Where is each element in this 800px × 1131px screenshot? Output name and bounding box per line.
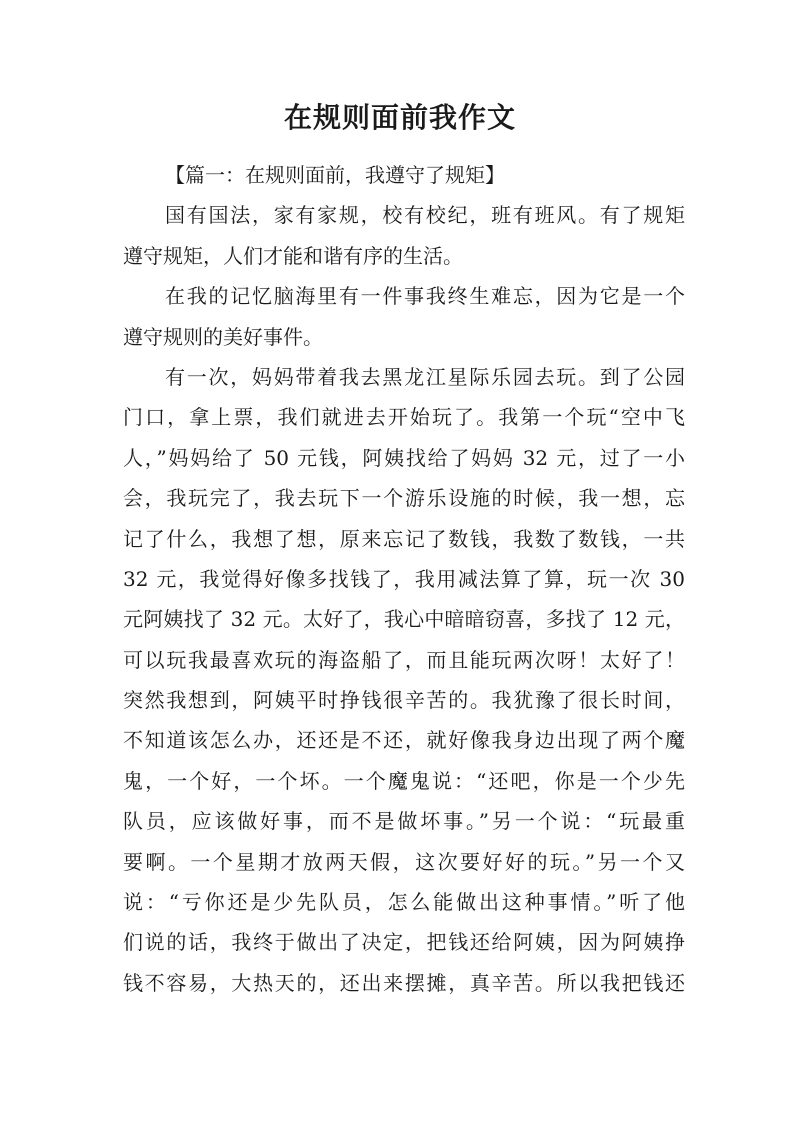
paragraph-line: 不知道该怎么办，还还是不还，就好像我身边出现了两个魔 — [123, 728, 685, 753]
paragraph-line: 元阿姨找了 32 元。太好了，我心中暗暗窃喜，多找了 12 元， — [123, 607, 685, 632]
paragraph-line: 记了什么，我想了想，原来忘记了数钱，我数了数钱，一共 — [123, 526, 685, 551]
paragraph-line: 鬼，一个好，一个坏。一个魔鬼说：“还吧，你是一个少先 — [123, 768, 685, 793]
section-heading-paragraph — [123, 155, 685, 195]
paragraph-3 — [123, 357, 685, 1003]
paragraph-line: 32 元，我觉得好像多找钱了，我用减法算了算，玩一次 30 — [123, 566, 685, 591]
paragraph-line: 们说的话，我终于做出了决定，把钱还给阿姨，因为阿姨挣 — [123, 930, 685, 955]
paragraph-line: 遵守规矩，人们才能和谐有序的生活。 — [123, 243, 463, 268]
paragraph-line: 人，”妈妈给了 50 元钱，阿姨找给了妈妈 32 元，过了一小 — [123, 445, 685, 470]
paragraph-line: 要啊。一个星期才放两天假，这次要好好的玩。”另一个又 — [123, 849, 685, 874]
section-heading: 【篇一：在规则面前，我遵守了规矩】 — [165, 163, 505, 187]
paragraph-line: 钱不容易，大热天的，还出来摆摊，真辛苦。所以我把钱还 — [123, 970, 685, 995]
paragraph-line: 说：“亏你还是少先队员，怎么能做出这种事情。”听了他 — [123, 890, 685, 915]
document-body — [123, 155, 685, 1003]
paragraph-line: 在我的记忆脑海里有一件事我终生难忘，因为它是一个 — [165, 284, 685, 309]
paragraph-line: 可以玩我最喜欢玩的海盗船了，而且能玩两次呀！太好了！ — [123, 647, 685, 672]
paragraph-2 — [123, 276, 685, 357]
paragraph-line: 遵守规则的美好事件。 — [123, 324, 323, 349]
document-title: 在规则面前我作文 — [283, 101, 516, 134]
paragraph-1 — [123, 195, 685, 276]
paragraph-line: 突然我想到，阿姨平时挣钱很辛苦的。我犹豫了很长时间， — [123, 688, 685, 713]
paragraph-line: 队员，应该做好事，而不是做坏事。”另一个说：“玩最重 — [123, 809, 685, 834]
paragraph-line: 有一次，妈妈带着我去黑龙江星际乐园去玩。到了公园 — [165, 364, 685, 389]
paragraph-line: 门口，拿上票，我们就进去开始玩了。我第一个玩“空中飞 — [123, 405, 685, 430]
paragraph-line: 国有国法，家有家规，校有校纪，班有班风。有了规矩 — [165, 203, 685, 228]
paragraph-line: 会，我玩完了，我去玩下一个游乐设施的时候，我一想，忘 — [123, 486, 685, 511]
